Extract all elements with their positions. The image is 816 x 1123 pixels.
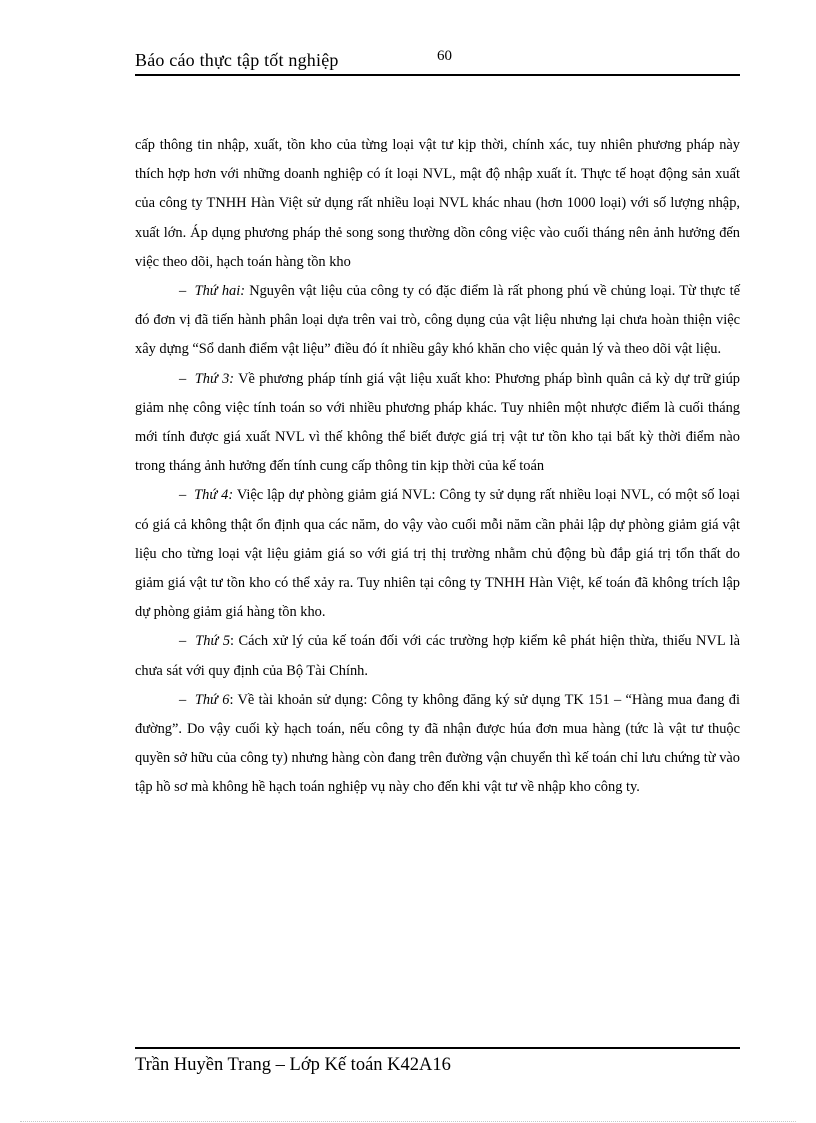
item-dash: – xyxy=(179,283,187,300)
page-number: 60 xyxy=(437,48,452,64)
item-dash: – xyxy=(179,370,187,387)
list-item xyxy=(135,686,740,803)
intro-paragraph: cấp thông tin nhập, xuất, tồn kho của từng loại vật tư kịp thời, chính xác, tuy nhiên phương pháp này thích hợp hơn với những doanh nghiệp có ít loại NVL, mật độ nhập xuất ít. Thực tế hoạt động sản xuất của công ty TNHH Hàn Việt sử dụng rất nhiều loại NVL khác nhau (hơn 1000 loại) với số lượng nhập, xuất lớn. Áp dụng phương pháp thẻ song song thường dồn công việc vào cuối tháng nên ảnh hưởng đến việc theo dõi, hạch toán hàng tồn kho xyxy=(135,137,740,270)
header-title: Báo cáo thực tập tốt nghiệp xyxy=(135,50,339,70)
item-label: Thứ 6 xyxy=(194,691,230,708)
item-label: Thứ 3: xyxy=(194,370,235,387)
item-text: Việc lập dự phòng giảm giá NVL: Công ty sử dụng rất nhiều loại NVL, có một số loại có giá cả không thật ổn định qua các năm, do vậy vào cuối mỗi năm cần phải lập dự phòng giảm giá vật liệu cho từng loại vật liệu giảm giá so với giá trị thị trường nhằm chủ động bù đắp giá trị tổn thất do giảm giá vật tư tồn kho có thể xảy ra. Tuy nhiên tại công ty TNHH Hàn Việt, kế toán đã không trích lập dự phòng giảm giá hàng tồn kho. xyxy=(135,487,740,621)
page-edge-divider xyxy=(20,1121,796,1122)
item-text: Nguyên vật liệu của công ty có đặc điểm là rất phong phú về chủng loại. Từ thực tế đó đơn vị đã tiến hành phân loại dựa trên vai trò, công dụng của vật liệu nhưng lại chưa hoàn thiện việc xây dựng “Sổ danh điểm vật liệu” điều đó ít nhiều gây khó khăn cho việc quản lý và theo dõi vật liệu. xyxy=(135,283,740,358)
page-header xyxy=(135,48,740,76)
item-dash: – xyxy=(179,633,187,650)
item-label: Thứ hai: xyxy=(194,283,246,300)
item-label: Thứ 5 xyxy=(195,633,231,650)
item-text: : Về tài khoản sử dụng: Công ty không đăng ký sử dụng TK 151 – “Hàng mua đang đi đường”. Do vậy cuối kỳ hạch toán, nếu công ty đã nhận được húa đơn mua hàng (tức là vật tư thuộc quyền sở hữu của công ty) nhưng hàng còn đang trên đường vận chuyển thì kế toán chỉ lưu chứng từ vào tập hồ sơ mà không hề hạch toán nghiệp vụ này cho đến khi vật tư về nhập kho công ty. xyxy=(135,691,740,796)
list-item xyxy=(135,277,740,365)
item-label: Thứ 4: xyxy=(194,487,234,504)
page-footer xyxy=(135,1047,740,1076)
list-item xyxy=(135,627,740,685)
document-body xyxy=(135,131,740,803)
item-text: Về phương pháp tính giá vật liệu xuất kho: Phương pháp bình quân cả kỳ dự trữ giúp giảm nhẹ công việc tính toán so với nhiều phương pháp khác. Tuy nhiên một nhược điểm là cuối tháng mới tính được giá xuất NVL vì thế không thể biết được giá trị vật tư tồn kho tại bất kỳ thời điểm nào trong tháng ảnh hưởng đến tính cung cấp thông tin kịp thời của kế toán xyxy=(135,370,740,475)
item-dash: – xyxy=(179,487,187,504)
list-item xyxy=(135,481,740,627)
footer-text: Trần Huyền Trang – Lớp Kế toán K42A16 xyxy=(135,1055,451,1075)
list-item xyxy=(135,365,740,482)
item-dash: – xyxy=(179,691,187,708)
item-text: : Cách xử lý của kế toán đối với các trường hợp kiểm kê phát hiện thừa, thiếu NVL là chưa sát với quy định của Bộ Tài Chính. xyxy=(135,633,740,679)
